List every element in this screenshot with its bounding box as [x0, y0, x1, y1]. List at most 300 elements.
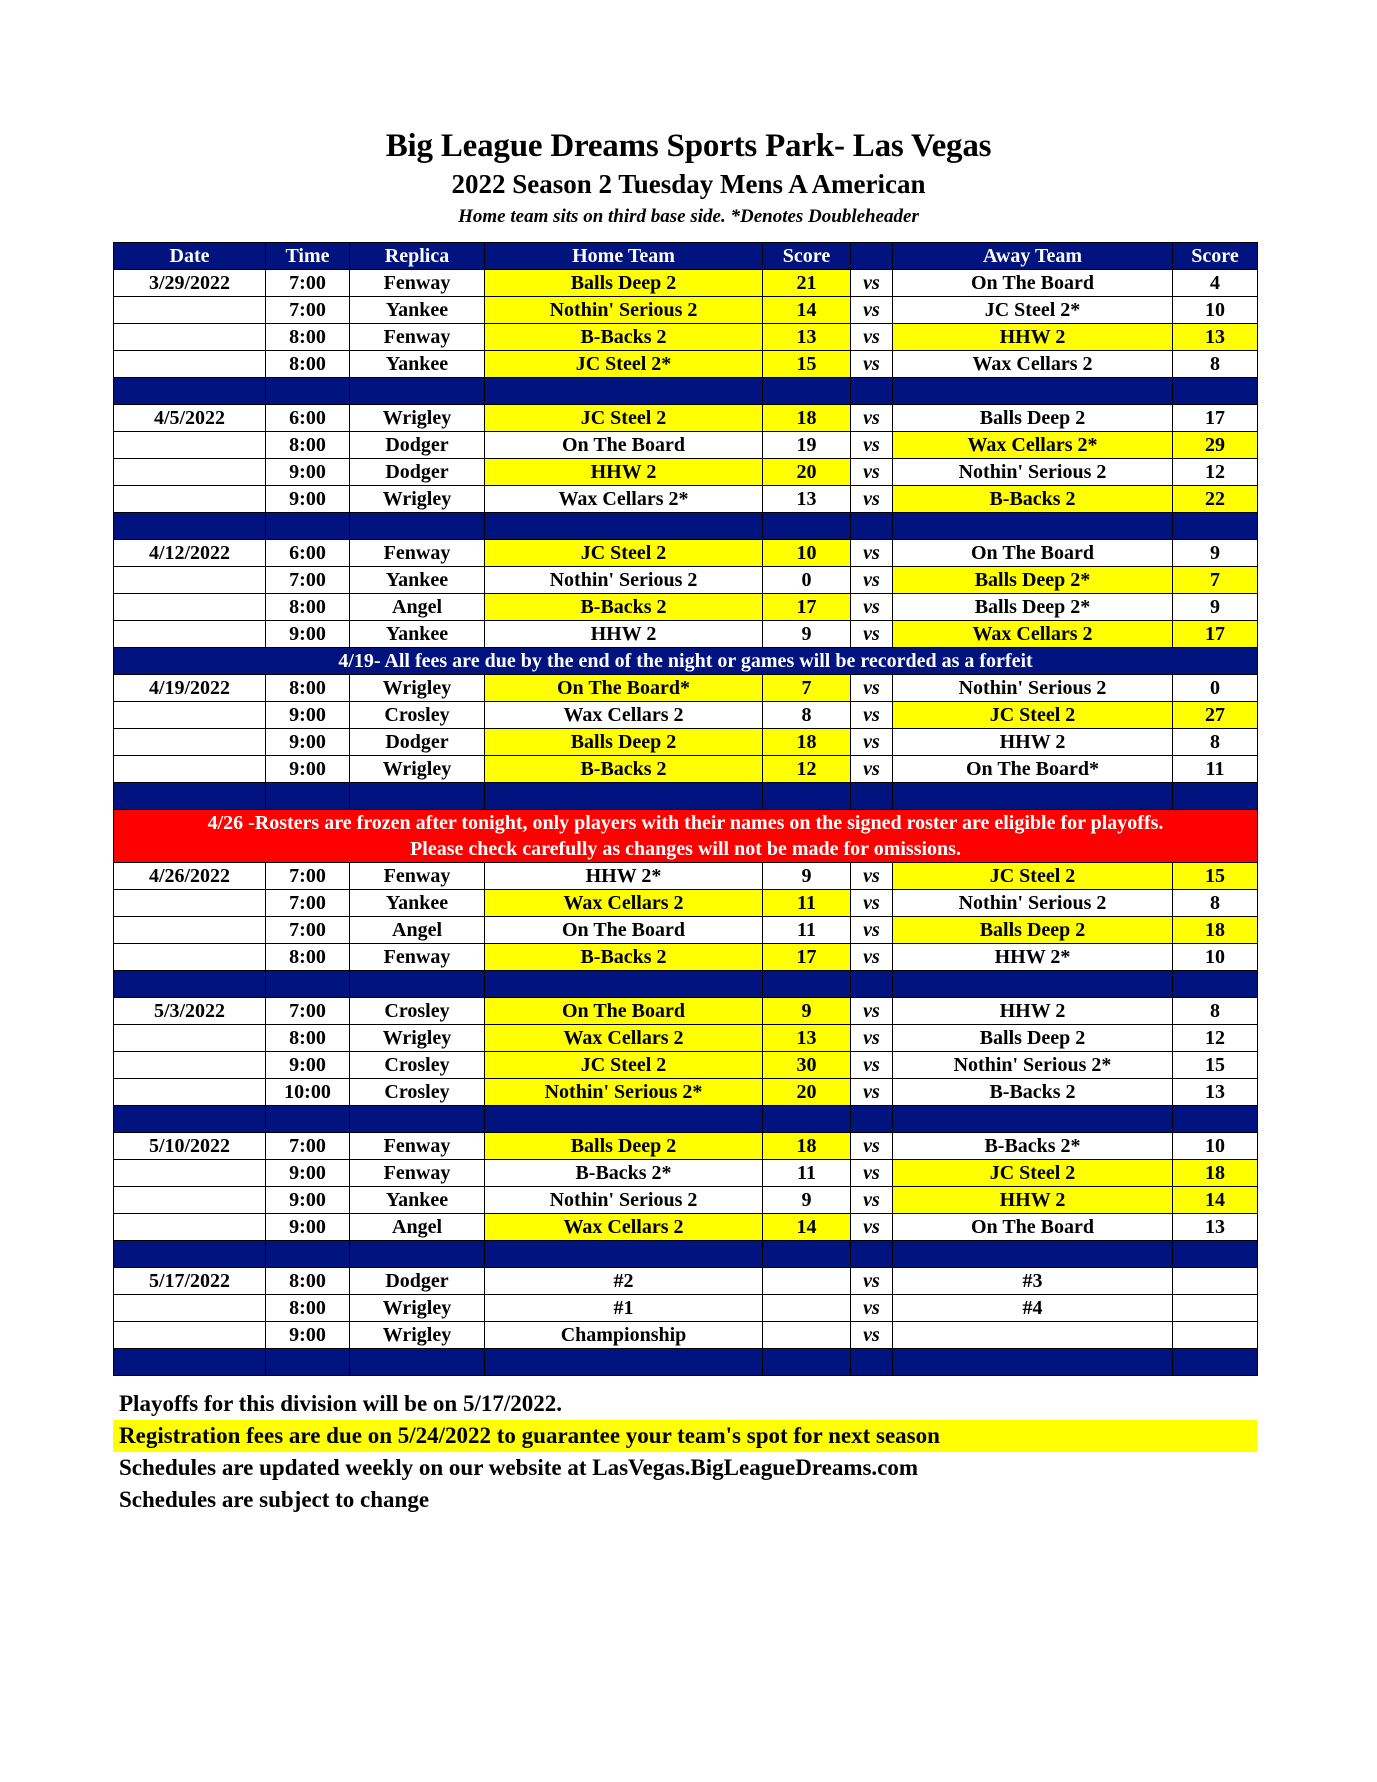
table-row — [114, 459, 1258, 486]
replica-cell: Dodger — [350, 1268, 485, 1295]
away-score-cell: 17 — [1173, 621, 1258, 648]
alert-line-1: 4/26 -Rosters are frozen after tonight, only players with their names on the signed roster are eligible for playoffs. — [207, 812, 1164, 834]
away-team-cell: Nothin' Serious 2 — [893, 890, 1173, 917]
away-score-cell: 8 — [1173, 351, 1258, 378]
away-team-cell: JC Steel 2 — [893, 1160, 1173, 1187]
separator-cell — [485, 971, 763, 998]
away-team-cell: Balls Deep 2 — [893, 917, 1173, 944]
page-subtitle: 2022 Season 2 Tuesday Mens A American — [451, 169, 926, 199]
table-row — [114, 863, 1258, 890]
week-separator-row — [114, 1349, 1258, 1376]
home-score-cell: 13 — [763, 1025, 851, 1052]
time-cell: 9:00 — [266, 486, 350, 513]
table-row — [114, 1187, 1258, 1214]
date-cell — [114, 890, 266, 917]
vs-cell: vs — [851, 297, 893, 324]
replica-cell: Wrigley — [350, 486, 485, 513]
separator-cell — [114, 783, 266, 810]
table-row — [114, 1052, 1258, 1079]
vs-cell: vs — [851, 324, 893, 351]
vs-cell: vs — [851, 1322, 893, 1349]
date-cell — [114, 459, 266, 486]
away-team-cell: Nothin' Serious 2 — [893, 459, 1173, 486]
away-team-cell: HHW 2* — [893, 944, 1173, 971]
playoffs-note: Playoffs for this division will be on 5/17/2022. — [119, 1391, 563, 1416]
vs-cell: vs — [851, 675, 893, 702]
table-row — [114, 405, 1258, 432]
col-header-away-team: Away Team — [893, 243, 1173, 270]
col-header-home-score: Score — [763, 243, 851, 270]
separator-cell — [266, 1241, 350, 1268]
time-cell: 7:00 — [266, 270, 350, 297]
replica-cell: Fenway — [350, 540, 485, 567]
table-row — [114, 297, 1258, 324]
home-team-cell: Nothin' Serious 2 — [485, 297, 763, 324]
time-cell: 9:00 — [266, 621, 350, 648]
home-score-cell: 11 — [763, 917, 851, 944]
table-row — [114, 270, 1258, 297]
date-cell: 4/5/2022 — [114, 405, 266, 432]
vs-cell: vs — [851, 1160, 893, 1187]
time-cell: 8:00 — [266, 675, 350, 702]
replica-cell: Dodger — [350, 459, 485, 486]
replica-cell: Wrigley — [350, 1322, 485, 1349]
vs-cell: vs — [851, 702, 893, 729]
home-score-cell — [763, 1322, 851, 1349]
time-cell: 9:00 — [266, 702, 350, 729]
replica-cell: Wrigley — [350, 1295, 485, 1322]
separator-cell — [851, 783, 893, 810]
date-cell: 4/19/2022 — [114, 675, 266, 702]
separator-cell — [266, 971, 350, 998]
week-separator-row — [114, 783, 1258, 810]
date-cell: 5/3/2022 — [114, 998, 266, 1025]
separator-cell — [893, 513, 1173, 540]
date-cell: 5/17/2022 — [114, 1268, 266, 1295]
home-score-cell: 13 — [763, 324, 851, 351]
away-score-cell: 10 — [1173, 1133, 1258, 1160]
home-score-cell: 17 — [763, 944, 851, 971]
home-team-cell: HHW 2 — [485, 459, 763, 486]
home-team-cell: Nothin' Serious 2 — [485, 1187, 763, 1214]
separator-cell — [350, 378, 485, 405]
replica-cell: Crosley — [350, 998, 485, 1025]
home-score-cell: 10 — [763, 540, 851, 567]
separator-cell — [1173, 378, 1258, 405]
date-cell — [114, 1295, 266, 1322]
table-row — [114, 890, 1258, 917]
home-score-cell: 19 — [763, 432, 851, 459]
vs-cell: vs — [851, 863, 893, 890]
table-row — [114, 1268, 1258, 1295]
table-header-row — [114, 243, 1258, 270]
alert-row — [114, 810, 1258, 863]
date-cell: 4/26/2022 — [114, 863, 266, 890]
away-team-cell: Balls Deep 2* — [893, 567, 1173, 594]
date-cell — [114, 567, 266, 594]
away-team-cell: On The Board* — [893, 756, 1173, 783]
table-row — [114, 1079, 1258, 1106]
away-team-cell: B-Backs 2 — [893, 486, 1173, 513]
replica-cell: Yankee — [350, 621, 485, 648]
home-score-cell: 9 — [763, 998, 851, 1025]
separator-cell — [485, 378, 763, 405]
replica-cell: Fenway — [350, 863, 485, 890]
time-cell: 10:00 — [266, 1079, 350, 1106]
date-cell — [114, 351, 266, 378]
date-cell — [114, 1214, 266, 1241]
home-score-cell: 14 — [763, 1214, 851, 1241]
date-cell — [114, 1052, 266, 1079]
separator-cell — [893, 378, 1173, 405]
vs-cell: vs — [851, 890, 893, 917]
schedule-body — [114, 270, 1258, 1376]
time-cell: 7:00 — [266, 917, 350, 944]
table-row — [114, 998, 1258, 1025]
home-team-cell: B-Backs 2* — [485, 1160, 763, 1187]
away-score-cell: 4 — [1173, 270, 1258, 297]
home-score-cell: 9 — [763, 1187, 851, 1214]
home-team-cell: Balls Deep 2 — [485, 1133, 763, 1160]
table-row — [114, 1322, 1258, 1349]
separator-cell — [485, 1106, 763, 1133]
vs-cell: vs — [851, 594, 893, 621]
home-score-cell: 20 — [763, 459, 851, 486]
home-score-cell: 11 — [763, 890, 851, 917]
vs-cell: vs — [851, 1295, 893, 1322]
away-score-cell: 9 — [1173, 594, 1258, 621]
away-team-cell: Nothin' Serious 2* — [893, 1052, 1173, 1079]
date-cell — [114, 729, 266, 756]
replica-cell: Fenway — [350, 270, 485, 297]
replica-cell: Crosley — [350, 1052, 485, 1079]
home-team-cell: JC Steel 2 — [485, 1052, 763, 1079]
separator-cell — [114, 513, 266, 540]
home-team-cell: JC Steel 2 — [485, 405, 763, 432]
time-cell: 6:00 — [266, 405, 350, 432]
replica-cell: Angel — [350, 594, 485, 621]
table-row — [114, 675, 1258, 702]
schedule-table — [113, 242, 1258, 1376]
replica-cell: Crosley — [350, 702, 485, 729]
home-score-cell: 14 — [763, 297, 851, 324]
separator-cell — [350, 1349, 485, 1376]
away-team-cell: HHW 2 — [893, 729, 1173, 756]
vs-cell: vs — [851, 1133, 893, 1160]
separator-cell — [851, 1106, 893, 1133]
away-score-cell: 12 — [1173, 459, 1258, 486]
away-team-cell: Nothin' Serious 2 — [893, 675, 1173, 702]
table-row — [114, 621, 1258, 648]
away-team-cell: B-Backs 2 — [893, 1079, 1173, 1106]
home-team-cell: B-Backs 2 — [485, 324, 763, 351]
replica-cell: Fenway — [350, 324, 485, 351]
vs-cell: vs — [851, 486, 893, 513]
away-team-cell: Balls Deep 2* — [893, 594, 1173, 621]
separator-cell — [893, 971, 1173, 998]
date-cell — [114, 621, 266, 648]
home-score-cell: 8 — [763, 702, 851, 729]
away-team-cell: #4 — [893, 1295, 1173, 1322]
home-team-cell: Championship — [485, 1322, 763, 1349]
time-cell: 8:00 — [266, 1268, 350, 1295]
home-team-cell: Nothin' Serious 2* — [485, 1079, 763, 1106]
separator-cell — [1173, 1106, 1258, 1133]
home-team-cell: JC Steel 2 — [485, 540, 763, 567]
week-separator-row — [114, 1241, 1258, 1268]
table-row — [114, 1295, 1258, 1322]
time-cell: 7:00 — [266, 998, 350, 1025]
home-score-cell: 18 — [763, 1133, 851, 1160]
time-cell: 8:00 — [266, 944, 350, 971]
away-score-cell: 15 — [1173, 1052, 1258, 1079]
vs-cell: vs — [851, 1052, 893, 1079]
away-score-cell: 10 — [1173, 944, 1258, 971]
separator-cell — [350, 971, 485, 998]
table-row — [114, 567, 1258, 594]
home-team-cell: Wax Cellars 2 — [485, 1214, 763, 1241]
col-header-replica: Replica — [350, 243, 485, 270]
week-separator-row — [114, 378, 1258, 405]
week-separator-row — [114, 971, 1258, 998]
away-score-cell: 22 — [1173, 486, 1258, 513]
page-header — [0, 126, 1377, 231]
home-team-cell: On The Board — [485, 917, 763, 944]
replica-cell: Wrigley — [350, 756, 485, 783]
home-score-cell: 17 — [763, 594, 851, 621]
separator-cell — [1173, 783, 1258, 810]
away-score-cell: 27 — [1173, 702, 1258, 729]
separator-cell — [851, 1241, 893, 1268]
home-score-cell — [763, 1268, 851, 1295]
away-score-cell: 7 — [1173, 567, 1258, 594]
home-team-cell: B-Backs 2 — [485, 756, 763, 783]
home-score-cell: 9 — [763, 621, 851, 648]
separator-cell — [114, 971, 266, 998]
table-row — [114, 540, 1258, 567]
col-header-home-team: Home Team — [485, 243, 763, 270]
vs-cell: vs — [851, 1268, 893, 1295]
date-cell — [114, 1160, 266, 1187]
away-team-cell: Balls Deep 2 — [893, 1025, 1173, 1052]
replica-cell: Yankee — [350, 297, 485, 324]
away-score-cell: 8 — [1173, 729, 1258, 756]
time-cell: 8:00 — [266, 594, 350, 621]
separator-cell — [485, 1349, 763, 1376]
table-row — [114, 729, 1258, 756]
vs-cell: vs — [851, 1025, 893, 1052]
time-cell: 9:00 — [266, 756, 350, 783]
vs-cell: vs — [851, 459, 893, 486]
away-team-cell — [893, 1322, 1173, 1349]
away-team-cell: B-Backs 2* — [893, 1133, 1173, 1160]
home-score-cell: 21 — [763, 270, 851, 297]
away-team-cell: Wax Cellars 2* — [893, 432, 1173, 459]
away-score-cell: 15 — [1173, 863, 1258, 890]
time-cell: 9:00 — [266, 1052, 350, 1079]
table-row — [114, 486, 1258, 513]
home-score-cell — [763, 1295, 851, 1322]
replica-cell: Yankee — [350, 890, 485, 917]
separator-cell — [851, 513, 893, 540]
away-score-cell: 9 — [1173, 540, 1258, 567]
away-score-cell: 12 — [1173, 1025, 1258, 1052]
away-score-cell: 11 — [1173, 756, 1258, 783]
home-team-cell: B-Backs 2 — [485, 944, 763, 971]
separator-cell — [763, 1349, 851, 1376]
separator-cell — [266, 783, 350, 810]
away-team-cell: On The Board — [893, 540, 1173, 567]
date-cell — [114, 756, 266, 783]
home-team-cell: #1 — [485, 1295, 763, 1322]
vs-cell: vs — [851, 917, 893, 944]
separator-cell — [266, 1106, 350, 1133]
away-score-cell: 13 — [1173, 1214, 1258, 1241]
time-cell: 8:00 — [266, 351, 350, 378]
time-cell: 8:00 — [266, 324, 350, 351]
separator-cell — [485, 1241, 763, 1268]
replica-cell: Dodger — [350, 729, 485, 756]
page-title: Big League Dreams Sports Park- Las Vegas — [385, 128, 992, 164]
home-team-cell: Nothin' Serious 2 — [485, 567, 763, 594]
table-row — [114, 351, 1258, 378]
away-team-cell: HHW 2 — [893, 324, 1173, 351]
vs-cell: vs — [851, 540, 893, 567]
away-team-cell: Balls Deep 2 — [893, 405, 1173, 432]
vs-cell: vs — [851, 270, 893, 297]
separator-cell — [350, 513, 485, 540]
date-cell: 3/29/2022 — [114, 270, 266, 297]
header-note: Home team sits on third base side. *Denotes Doubleheader — [458, 206, 919, 227]
col-header-time: Time — [266, 243, 350, 270]
registration-note: Registration fees are due on 5/24/2022 to guarantee your team's spot for next season — [113, 1420, 1257, 1452]
away-score-cell: 14 — [1173, 1187, 1258, 1214]
vs-cell: vs — [851, 567, 893, 594]
home-team-cell: Balls Deep 2 — [485, 729, 763, 756]
away-score-cell: 8 — [1173, 998, 1258, 1025]
notice-row — [114, 648, 1258, 675]
table-row — [114, 594, 1258, 621]
away-team-cell: Wax Cellars 2 — [893, 621, 1173, 648]
time-cell: 9:00 — [266, 1160, 350, 1187]
away-team-cell: #3 — [893, 1268, 1173, 1295]
home-score-cell: 15 — [763, 351, 851, 378]
home-score-cell: 11 — [763, 1160, 851, 1187]
vs-cell: vs — [851, 1214, 893, 1241]
time-cell: 8:00 — [266, 432, 350, 459]
date-cell — [114, 702, 266, 729]
separator-cell — [851, 971, 893, 998]
time-cell: 9:00 — [266, 1322, 350, 1349]
table-row — [114, 944, 1258, 971]
vs-cell: vs — [851, 351, 893, 378]
away-score-cell — [1173, 1295, 1258, 1322]
separator-cell — [1173, 971, 1258, 998]
time-cell: 7:00 — [266, 567, 350, 594]
vs-cell: vs — [851, 405, 893, 432]
date-cell — [114, 297, 266, 324]
separator-cell — [114, 378, 266, 405]
week-separator-row — [114, 513, 1258, 540]
separator-cell — [114, 1106, 266, 1133]
separator-cell — [893, 1349, 1173, 1376]
time-cell: 7:00 — [266, 890, 350, 917]
replica-cell: Fenway — [350, 1160, 485, 1187]
replica-cell: Fenway — [350, 1133, 485, 1160]
separator-cell — [266, 378, 350, 405]
separator-cell — [350, 1241, 485, 1268]
separator-cell — [1173, 1241, 1258, 1268]
forfeit-notice: 4/19- All fees are due by the end of the night or games will be recorded as a forfeit — [114, 648, 1258, 675]
home-team-cell: #2 — [485, 1268, 763, 1295]
away-team-cell: JC Steel 2 — [893, 863, 1173, 890]
separator-cell — [114, 1241, 266, 1268]
table-row — [114, 702, 1258, 729]
time-cell: 7:00 — [266, 863, 350, 890]
replica-cell: Wrigley — [350, 1025, 485, 1052]
date-cell: 5/10/2022 — [114, 1133, 266, 1160]
website-note: Schedules are updated weekly on our website at LasVegas.BigLeagueDreams.com — [119, 1455, 919, 1480]
time-cell: 7:00 — [266, 297, 350, 324]
separator-cell — [763, 378, 851, 405]
away-score-cell — [1173, 1322, 1258, 1349]
separator-cell — [1173, 513, 1258, 540]
home-team-cell: On The Board — [485, 432, 763, 459]
vs-cell: vs — [851, 1187, 893, 1214]
home-score-cell: 18 — [763, 729, 851, 756]
replica-cell: Fenway — [350, 944, 485, 971]
table-row — [114, 1214, 1258, 1241]
date-cell — [114, 486, 266, 513]
away-score-cell: 13 — [1173, 1079, 1258, 1106]
separator-cell — [851, 1349, 893, 1376]
home-team-cell: Wax Cellars 2 — [485, 890, 763, 917]
away-score-cell: 10 — [1173, 297, 1258, 324]
away-score-cell — [1173, 1268, 1258, 1295]
separator-cell — [763, 1241, 851, 1268]
date-cell — [114, 917, 266, 944]
time-cell: 7:00 — [266, 1133, 350, 1160]
replica-cell: Wrigley — [350, 675, 485, 702]
time-cell: 9:00 — [266, 1214, 350, 1241]
away-team-cell: JC Steel 2* — [893, 297, 1173, 324]
replica-cell: Angel — [350, 917, 485, 944]
time-cell: 9:00 — [266, 729, 350, 756]
away-score-cell: 17 — [1173, 405, 1258, 432]
home-score-cell: 12 — [763, 756, 851, 783]
time-cell: 6:00 — [266, 540, 350, 567]
home-score-cell: 0 — [763, 567, 851, 594]
replica-cell: Crosley — [350, 1079, 485, 1106]
vs-cell: vs — [851, 944, 893, 971]
separator-cell — [851, 378, 893, 405]
away-score-cell: 18 — [1173, 1160, 1258, 1187]
vs-cell: vs — [851, 729, 893, 756]
date-cell — [114, 944, 266, 971]
table-row — [114, 1025, 1258, 1052]
separator-cell — [893, 1241, 1173, 1268]
time-cell: 9:00 — [266, 459, 350, 486]
date-cell — [114, 324, 266, 351]
separator-cell — [763, 783, 851, 810]
col-header-date: Date — [114, 243, 266, 270]
time-cell: 8:00 — [266, 1295, 350, 1322]
table-row — [114, 432, 1258, 459]
date-cell — [114, 1322, 266, 1349]
col-header-vs — [851, 243, 893, 270]
away-score-cell: 29 — [1173, 432, 1258, 459]
home-team-cell: HHW 2* — [485, 863, 763, 890]
